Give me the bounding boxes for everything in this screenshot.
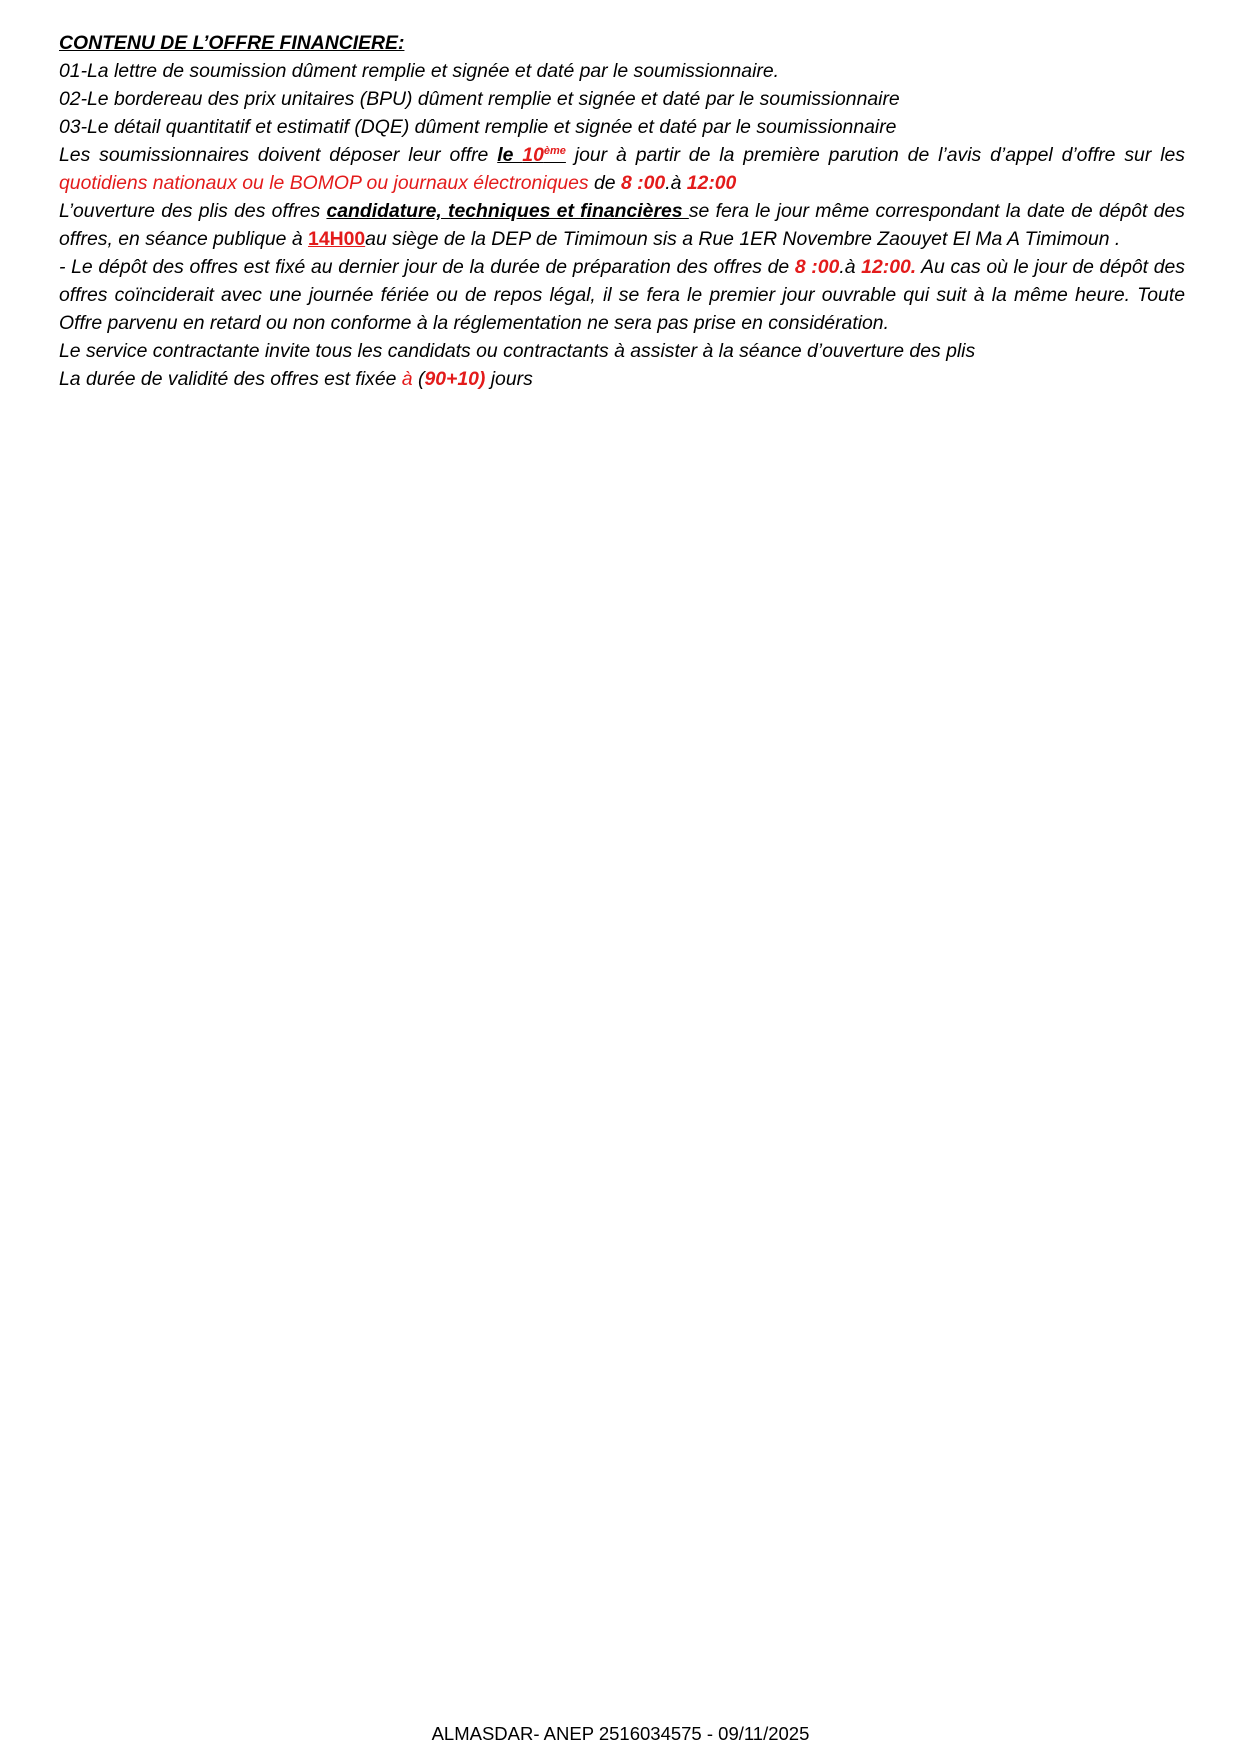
list-item: 03-Le détail quantitatif et estimatif (DQE) dûment remplie et signée et daté par le soumissionnaire (59, 116, 897, 138)
invitation-line: Le service contractante invite tous les candidats ou contractants à assister à la séance d’ouverture des plis (59, 340, 976, 362)
document-body (59, 29, 1185, 393)
validity-a: à (401, 368, 413, 390)
deposit-text: Les soumissionnaires doivent déposer leur offre (59, 144, 498, 166)
deposit-text: de (588, 172, 621, 194)
opening-time: 14H00 (308, 228, 366, 250)
deadline-time-end: 12:00. (861, 256, 917, 278)
validity-line (59, 365, 1185, 393)
deposit-day (497, 144, 566, 166)
validity-days: 90+10) (424, 368, 486, 390)
opening-kinds: candidature, techniques et financières (326, 200, 689, 222)
validity-text: jours (485, 368, 533, 390)
deposit-le: le (497, 144, 523, 166)
section-heading: CONTENU DE L’OFFRE FINANCIERE: (59, 32, 405, 54)
list-item: 02-Le bordereau des prix unitaires (BPU) dûment remplie et signée et daté par le soumissionnaire (59, 88, 900, 110)
opening-paragraph (59, 197, 1185, 253)
deposit-day-number: 10 (522, 144, 544, 166)
deposit-time-end: 12:00 (686, 172, 737, 194)
deposit-text: jour à partir de la première parution de l’avis d’appel d’offre sur les (565, 144, 1185, 166)
deadline-text: Au cas où le jour de dépôt des offres coïnciderait avec une journée fériée ou de repos légal, il se fera le premier jour ouvrable qui suit à la même heure. Toute Offre parvenu en retard ou non conforme à la réglementation ne sera pas prise en considération. (59, 256, 1186, 334)
opening-text: au siège de la DEP de Timimoun sis a Rue 1ER Novembre Zaouyet El Ma A Timimoun . (365, 228, 1121, 250)
deadline-separator: .à (839, 256, 862, 278)
opening-text: se fera le jour même correspondant la date de dépôt des offres, en séance publique à (59, 200, 1185, 250)
validity-text: La durée de validité des offres est fixée (59, 368, 402, 390)
deposit-day-suffix: ème (543, 145, 566, 157)
deadline-paragraph (59, 253, 1185, 337)
opening-text: L’ouverture des plis des offres (59, 200, 327, 222)
footer-reference: ALMASDAR- ANEP 2516034575 - 09/11/2025 (431, 1723, 810, 1744)
deposit-separator: .à (665, 172, 687, 194)
deposit-paragraph (59, 141, 1185, 197)
validity-paren: ( (412, 368, 425, 390)
deadline-time-start: 8 :00 (794, 256, 840, 278)
deposit-time-start: 8 :00 (620, 172, 666, 194)
deposit-media: quotidiens nationaux ou le BOMOP ou journaux électroniques (59, 172, 589, 194)
deadline-text: - Le dépôt des offres est fixé au dernier jour de la durée de préparation des offres de (59, 256, 795, 278)
list-item: 01-La lettre de soumission dûment remplie et signée et daté par le soumissionnaire. (59, 60, 780, 82)
